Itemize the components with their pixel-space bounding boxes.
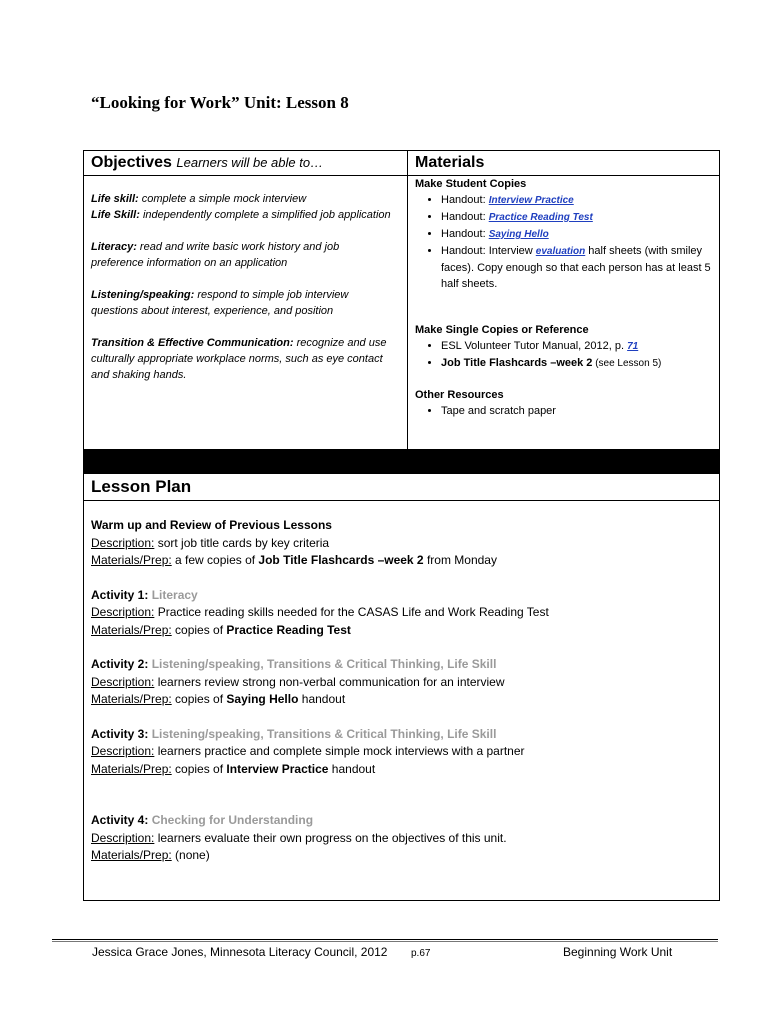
warmup-section: Warm up and Review of Previous Lessons Description: sort job title cards by key criteria Materials/Prep: a few copies of Job Title Flashcards –week 2 from Monday [91,518,497,567]
lesson-plan-header [84,474,719,501]
list-item: • Handout: Interview evaluation half sheets (with smiley faces). Copy enough so that each person has at least 5 half sheets. [441,243,715,292]
objective-item: Listening/speaking: respond to simple job interview questions about interest, experience, and position [91,289,349,317]
list-item: • Handout: Practice Reading Test [441,209,715,226]
other-resources-label: Other Resources [415,389,504,401]
list-item: • Handout: Saying Hello [441,226,715,243]
student-copies-list [415,192,715,292]
list-item: • Job Title Flashcards –week 2 (see Lesson 5) [441,355,715,372]
objectives-heading-text: Objectives [91,154,172,171]
activity-3: Activity 3: Listening/speaking, Transitions & Critical Thinking, Life Skill Description: learners practice and complete simple mock interviews with a partner Materials/Prep: copies of Interview Practice handout [91,726,525,776]
student-copies-label: Make Student Copies [415,178,527,190]
materials-list [415,176,715,419]
saying-hello-link[interactable]: Saying Hello [488,229,549,240]
objectives-heading [91,154,323,172]
document-title: “Looking for Work” Unit: Lesson 8 [91,93,349,112]
interview-practice-link[interactable]: Interview Practice [488,195,574,206]
objectives-list [91,191,391,399]
materials-box [407,150,720,450]
page-71-link[interactable]: 71 [627,341,639,352]
objective-item: Literacy: read and write basic work history and job preference information on an application [91,241,340,269]
objective-item: Life skill: complete a simple mock interview Life Skill: independently complete a simplified job application [91,193,391,221]
list-item: • ESL Volunteer Tutor Manual, 2012, p. 71 [441,338,715,355]
footer-author: Jessica Grace Jones, Minnesota Literacy Council, 2012 [92,945,388,959]
objectives-subheading: Learners will be able to… [176,155,324,170]
objectives-box [83,150,408,450]
objective-item: Transition & Effective Communication: recognize and use culturally appropriate workplace norms, such as eye contact and shaking hands. [91,337,387,381]
lesson-plan-box [83,473,720,901]
section-band [83,450,720,473]
activity-2: Activity 2: Listening/speaking, Transitions & Critical Thinking, Life Skill Description: learners review strong non-verbal communication for an interview Materials/Prep: copies of Saying Hello handout [91,657,505,706]
activity-1: Activity 1: Literacy Description: Practice reading skills needed for the CASAS Life and Work Reading Test Materials/Prep: copies of Practice Reading Test [91,587,549,637]
list-item: • Tape and scratch paper [441,403,715,419]
lesson-plan-heading: Lesson Plan [91,477,192,496]
objectives-divider [84,175,407,176]
footer-rule [52,939,718,940]
lesson-plan-body [91,517,711,882]
practice-reading-test-link[interactable]: Practice Reading Test [488,212,593,223]
evaluation-link[interactable]: evaluation [535,246,586,257]
list-item: • Handout: Interview Practice [441,192,715,209]
single-copies-label: Make Single Copies or Reference [415,324,589,336]
materials-heading: Materials [415,154,485,171]
footer-unit-name: Beginning Work Unit [563,945,673,959]
footer-page-number: p.67 [411,948,431,959]
single-copies-list [415,338,715,372]
other-resources-list [415,403,715,419]
activity-4: Activity 4: Checking for Understanding Description: learners evaluate their own progress on the objectives of this unit. Materials/Prep: (none) [91,813,507,862]
footer-rule-secondary [52,941,718,942]
